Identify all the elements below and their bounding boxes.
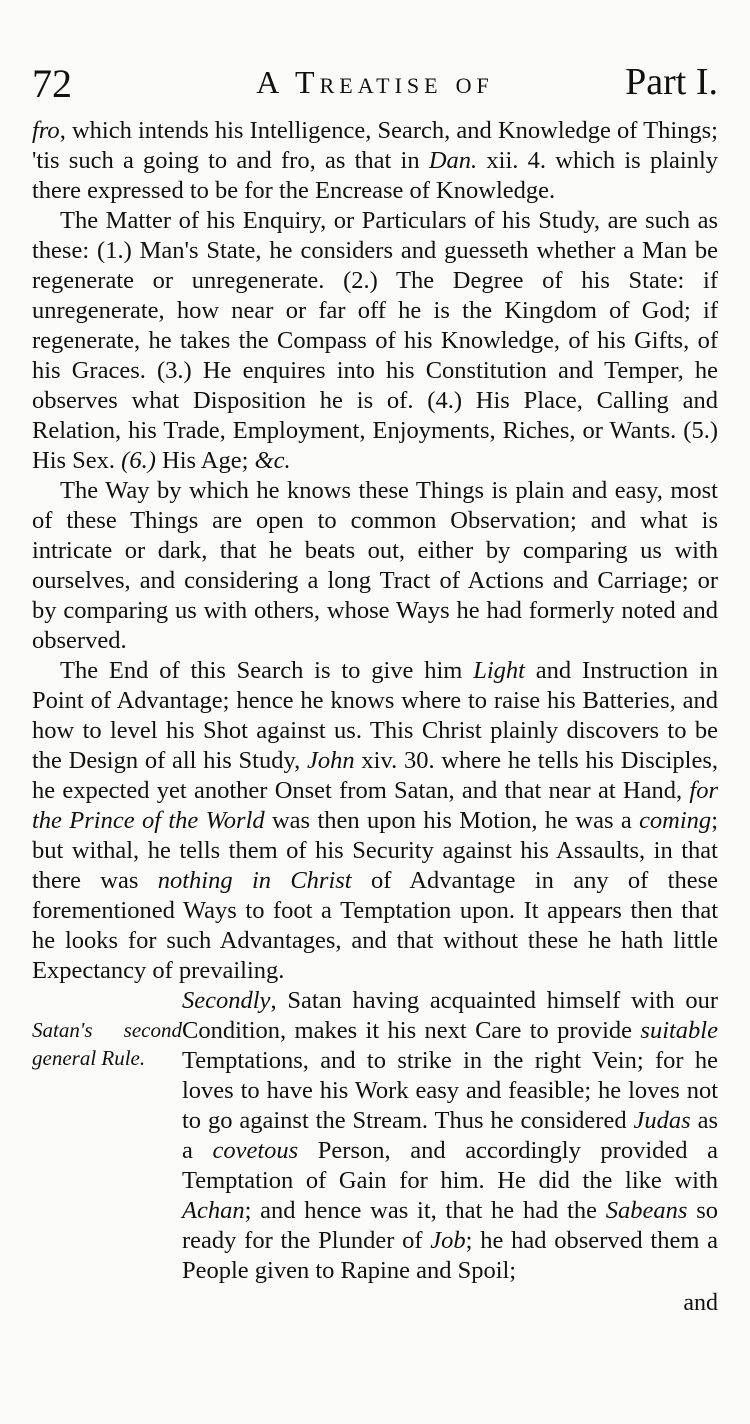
italic-sabeans: Sabeans <box>605 1197 688 1224</box>
p4-text-g: was then upon his Motion, he was a <box>264 807 640 834</box>
italic-covetous: covetous <box>212 1137 299 1164</box>
p5-text-d: Temptations, and to strike in the right Vein; for he loves to have his Work easy and feasible; he loves not to go against the Stream. Thus he considered <box>182 1047 718 1134</box>
italic-dan: Dan. <box>428 147 478 174</box>
body-text <box>32 116 718 1318</box>
page-number: 72 <box>32 61 72 106</box>
p5-text-l: so ready for the Plunder of <box>182 1197 719 1254</box>
italic-john: John <box>307 747 355 774</box>
p4-text-c: and Instruction in Point of Advantage; hence he knows where to raise his Batteries, and how to level his Shot against us. This Christ plainly discovers to be the Design of all his Study, <box>32 657 719 774</box>
margin-note: Satan's second general Rule. <box>32 1018 182 1070</box>
part-label: Part I. <box>625 61 718 103</box>
italic-prince: for the Prince of the World <box>32 777 718 834</box>
italic-judas: Judas <box>633 1107 691 1134</box>
paragraph-3: The Way by which he knows these Things is plain and easy, most of these Things are open to common Observation; and what is intricate or dark, that he beats out, either by comparing us with ourselves, and considering a long Tract of Actions and Carriage; or by comparing us with others, whose Ways he had formerly noted and observed. <box>32 477 718 654</box>
p2-text: The Matter of his Enquiry, or Particulars of his Study, are such as these: (1.) Man's State, he considers and guesseth whether a Man be regenerate or unregenerate. (2.) The Degree of his State: if unregenerate, how near or far off he is the Kingdom of God; if regenerate, he takes the Compass of his Knowledge, of his Gifts, of his Graces. (3.) He enquires into his Constitution and Temper, he observes what Disposition he is of. (4.) His Place, Calling and Relation, his Trade, Employment, Enjoyments, Riches, or Wants. (5.) His Sex. <box>32 207 718 474</box>
italic-achan: Achan <box>182 1197 245 1224</box>
p1-text: , which intends his Intelligence, Search, and Knowledge of Things; 'tis such a going to and fro, as that in <box>32 117 718 174</box>
catchword: and <box>683 1290 718 1316</box>
italic-light: Light <box>473 657 525 684</box>
paragraph-5-start <box>182 986 718 1286</box>
p5-text-j: ; and hence was it, that he had the <box>244 1197 606 1224</box>
p4-text-i: ; but withal, he tells them of his Security against his Assaults, in that there was <box>32 807 718 894</box>
paragraph-1 <box>32 116 718 206</box>
italic-etc: &c. <box>254 447 291 474</box>
paragraph-5-block <box>32 986 718 1286</box>
italic-nothing: nothing in Christ <box>157 867 352 894</box>
italic-job: Job <box>430 1227 466 1254</box>
p5-text-b: , Satan having acquainted himself with our Condition, makes it his next Care to provide <box>182 987 718 1044</box>
p5-text-n: ; he had observed them a People given to Rapine and Spoil; <box>182 1227 719 1284</box>
paragraph-4 <box>32 656 718 986</box>
p5-text-h: Person, and accordingly provided a Temptation of Gain for him. He did the like with <box>182 1137 718 1194</box>
running-title: A Treatise of <box>256 64 494 100</box>
p2-tail: His Age; <box>155 447 255 474</box>
paragraph-2 <box>32 206 718 476</box>
p4-text-e: xiv. 30. where he tells his Disciples, he expected yet another Onset from Satan, and that near at Hand, <box>32 747 719 804</box>
p4-text-a: The End of this Search is to give him <box>60 657 474 684</box>
page-header <box>32 60 718 116</box>
italic-six: (6.) <box>121 447 156 474</box>
p1-text-end: xii. 4. which is plainly there expressed to be for the Encrease of Knowledge. <box>32 147 718 204</box>
italic-coming: coming <box>639 807 712 834</box>
italic-fro: fro <box>32 117 60 144</box>
p4-text-k: of Advantage in any of these forementioned Ways to foot a Temptation upon. It appears then that he looks for such Advantages, and that without these he hath little Expectancy of prevailing. <box>32 867 718 984</box>
italic-suitable: suitable <box>640 1017 718 1044</box>
p5-text-f: as a <box>182 1107 718 1164</box>
italic-secondly: Secondly <box>182 987 271 1014</box>
